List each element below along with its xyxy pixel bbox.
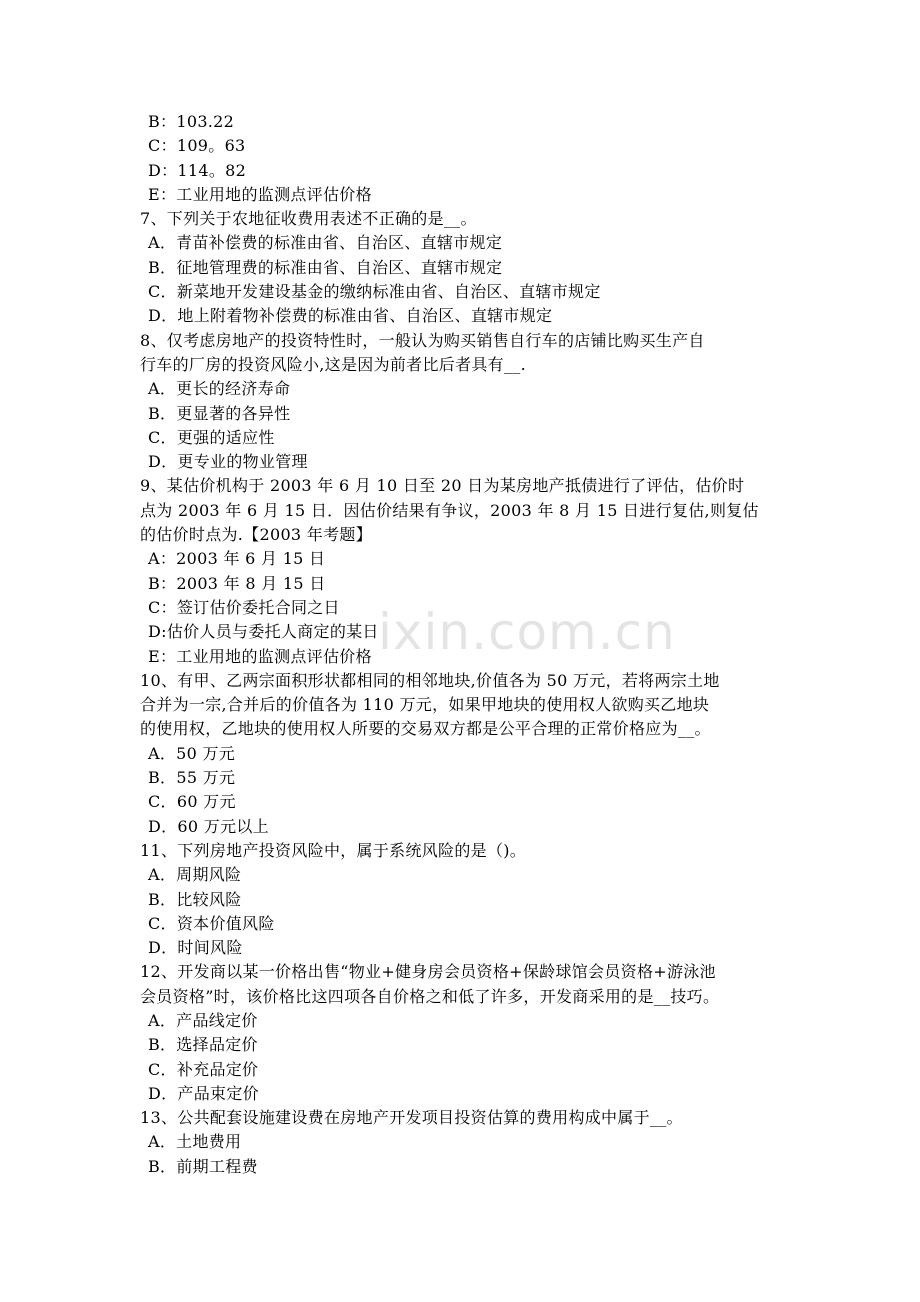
answer-option: E：工业用地的监测点评估价格 <box>148 646 372 666</box>
answer-option: A．产品线定价 <box>148 1010 258 1030</box>
question-text: 会员资格”时，该价格比这四项各自价格之和低了许多，开发商采用的是__技巧。 <box>140 986 720 1006</box>
answer-option: C：签订估价委托合同之日 <box>148 597 340 617</box>
question-text: 的使用权，乙地块的使用权人所要的交易双方都是公平合理的正常价格应为__。 <box>140 719 711 739</box>
watermark: ixin.com.cn <box>378 603 676 661</box>
answer-option: D:估价人员与委托人商定的某日 <box>148 622 379 642</box>
answer-option: A．周期风险 <box>148 865 242 885</box>
question-text: 13、公共配套设施建设费在房地产开发项目投资估算的费用构成中属于__。 <box>140 1108 683 1128</box>
answer-option: B：103.22 <box>148 112 235 131</box>
answer-option: D：114。82 <box>148 160 247 180</box>
question-text: 10、有甲、乙两宗面积形状都相同的相邻地块,价值各为 50 万元，若将两宗土地 <box>140 670 720 690</box>
answer-option: A：2003 年 6 月 15 日 <box>148 549 326 569</box>
answer-option: D．地上附着物补偿费的标准由省、自治区、直辖市规定 <box>148 306 553 326</box>
answer-option: C．60 万元 <box>148 792 236 812</box>
answer-option: B：2003 年 8 月 15 日 <box>148 573 326 593</box>
question-text: 7、下列关于农地征收费用表述不正确的是__。 <box>140 209 477 229</box>
answer-option: A．更长的经济寿命 <box>148 379 291 399</box>
question-text: 的估价时点为.【2003 年考题】 <box>140 525 372 545</box>
answer-option: D．60 万元以上 <box>148 816 269 836</box>
answer-option: D．产品束定价 <box>148 1083 259 1103</box>
answer-option: A．土地费用 <box>148 1132 242 1152</box>
question-text: 11、下列房地产投资风险中，属于系统风险的是（)。 <box>140 840 527 860</box>
answer-option: C．资本价值风险 <box>148 913 275 933</box>
answer-option: D．时间风险 <box>148 938 243 958</box>
answer-option: B．选择品定价 <box>148 1035 258 1055</box>
question-text: 点为 2003 年 6 月 15 日．因估价结果有争议，2003 年 8 月 15 日进行复估,则复估 <box>140 500 759 520</box>
answer-option: B．比较风险 <box>148 889 242 909</box>
answer-option: B．55 万元 <box>148 768 236 788</box>
answer-option: B．前期工程费 <box>148 1156 258 1176</box>
answer-option: B．征地管理费的标准由省、自治区、直辖市规定 <box>148 257 503 277</box>
answer-option: A．青苗补偿费的标准由省、自治区、直辖市规定 <box>148 233 503 253</box>
answer-option: C．补充品定价 <box>148 1059 259 1079</box>
answer-option: B．更显著的各异性 <box>148 403 291 423</box>
answer-option: C．更强的适应性 <box>148 427 275 447</box>
answer-option: E：工业用地的监测点评估价格 <box>148 184 372 204</box>
answer-option: C：109。63 <box>148 136 246 156</box>
answer-option: D．更专业的物业管理 <box>148 452 308 472</box>
question-text: 合并为一宗,合并后的价值各为 110 万元，如果甲地块的使用权人欲购买乙地块 <box>140 695 710 715</box>
answer-option: A．50 万元 <box>148 743 236 763</box>
question-text: 9、某估价机构于 2003 年 6 月 10 日至 20 日为某房地产抵债进行了评估，估价时 <box>140 476 745 496</box>
question-text: 行车的厂房的投资风险小,这是因为前者比后者具有__. <box>140 354 526 374</box>
question-text: 8、仅考虑房地产的投资特性时，一般认为购买销售自行车的店铺比购买生产自 <box>140 330 705 350</box>
question-text: 12、开发商以某一价格出售“物业+健身房会员资格+保龄球馆会员资格+游泳池 <box>140 962 716 982</box>
answer-option: C．新菜地开发建设基金的缴纳标准由省、自治区、直辖市规定 <box>148 282 601 302</box>
